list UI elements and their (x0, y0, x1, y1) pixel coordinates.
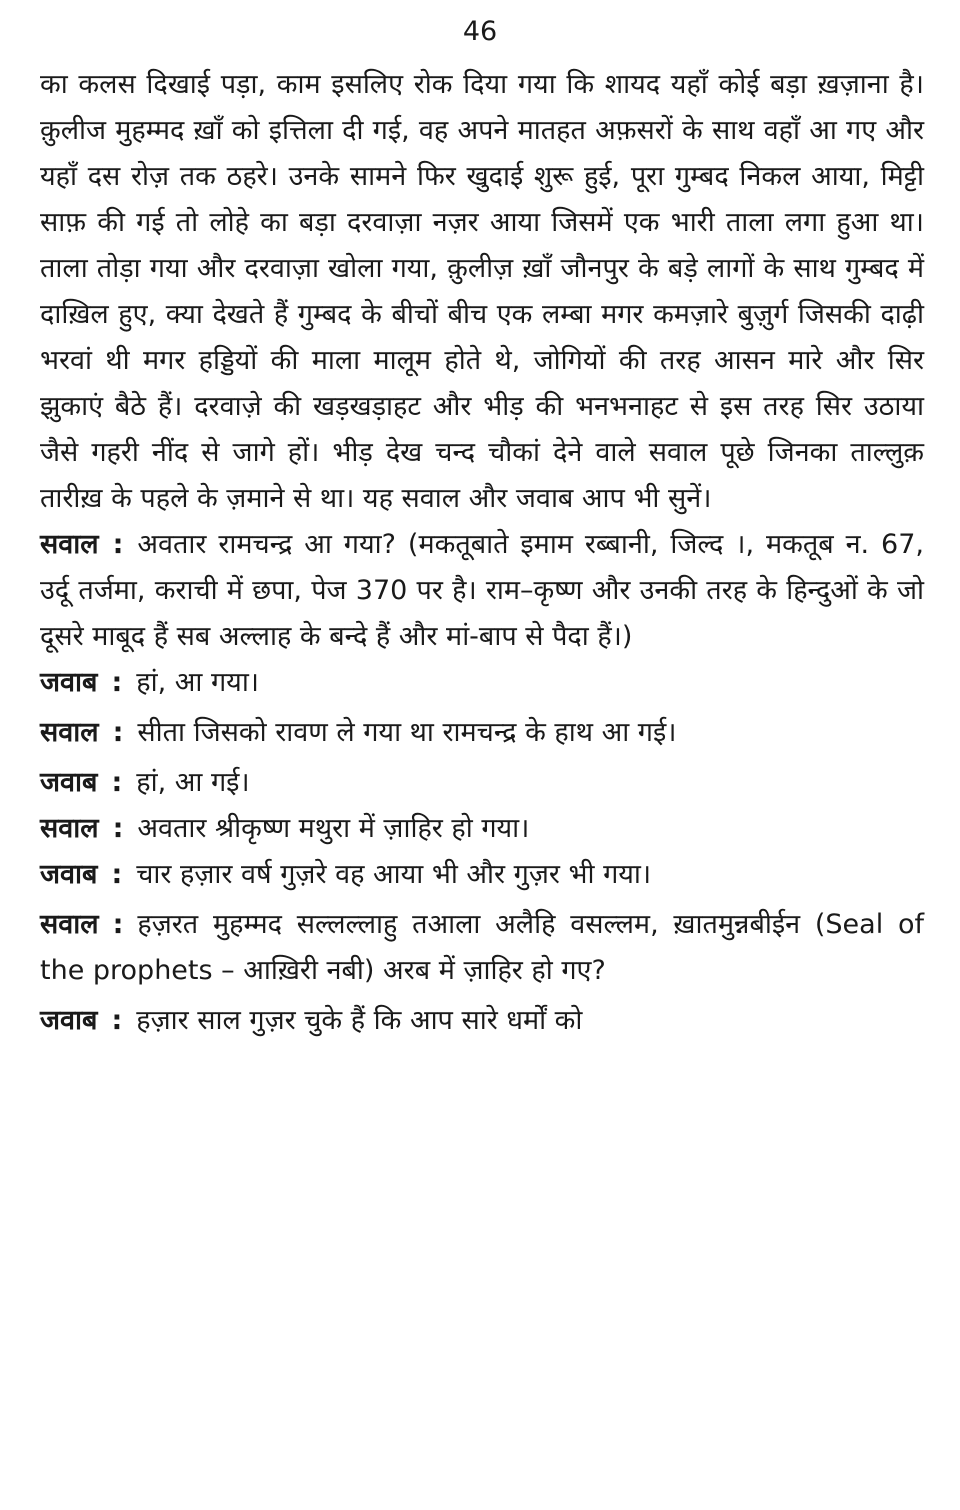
qa-text: अवतार श्रीकृष्ण मथुरा में ज़ाहिर हो गया। (137, 813, 530, 844)
qa-colon: : (112, 909, 124, 940)
qa-question-2 (40, 710, 924, 756)
qa-question-1 (40, 522, 924, 660)
qa-colon: : (112, 717, 124, 748)
qa-text: हज़रत मुहम्मद सल्लल्लाहु तआला अलैहि वसल्लम, ख़ातमुन्नबीईन (Seal of the prophets – आख़िरी नबी) अरब में ज़ाहिर हो गए? (40, 909, 924, 986)
intro-paragraph: का कलस दिखाई पड़ा, काम इसलिए रोक दिया गया कि शायद यहाँ कोई बड़ा ख़ज़ाना है। क़ुलीज मुहम्मद ख़ाँ को इत्तिला दी गई, वह अपने मातहत अफ़सरों के साथ वहाँ आ गए और यहाँ दस रोज़ तक ठहरे। उनके सामने फिर खुदाई शुरू हुई, पूरा गुम्बद निकल आया, मिट्टी साफ़ की गई तो लोहे का बड़ा दरवाज़ा नज़र आया जिसमें एक भारी ताला लगा हुआ था। ताला तोड़ा गया और दरवाज़ा खोला गया, क़ुलीज़ ख़ाँ जौनपुर के बड़े लागों के साथ गुम्बद में दाख़िल हुए, क्या देखते हैं गुम्बद के बीचों बीच एक लम्बा मगर कमज़ारे बुज़ुर्ग जिसकी दाढ़ी भरवां थी मगर हड्डियों की माला मालूम होते थे, जोगियों की तरह आसन मारे और सिर झुकाएं बैठे हैं। दरवाज़े की खड़खड़ाहट और भीड़ की भनभनाहट से इस तरह सिर उठाया जैसे गहरी नींद से जागे हों। भीड़ देख चन्द चौकां देने वाले सवाल पूछे जिनका ताल्लुक़ तारीख़ के पहले के ज़माने से था। यह सवाल और जवाब आप भी सुनें। (40, 69, 924, 514)
qa-label: सवाल (40, 813, 99, 844)
qa-colon: : (112, 813, 124, 844)
qa-label: सवाल (40, 529, 99, 560)
qa-colon: : (111, 1005, 123, 1036)
qa-text: हां, आ गई। (136, 767, 250, 798)
qa-question-4 (40, 902, 924, 994)
qa-colon: : (111, 667, 123, 698)
qa-colon: : (112, 529, 124, 560)
page-number: 46 (462, 16, 498, 47)
qa-colon: : (111, 767, 123, 798)
qa-label: जवाब (40, 859, 98, 890)
qa-text: हां, आ गया। (136, 667, 260, 698)
qa-answer-1 (40, 660, 924, 706)
qa-text: अवतार रामचन्द्र आ गया? (मकतूबाते इमाम रब्बानी, जिल्द ।, मकतूब न. 67, उर्दू तर्जमा, कराची में छपा, पेज 370 पर है। राम–कृष्ण और उनकी तरह के हिन्दुओं के जो दूसरे माबूद हैं सब अल्लाह के बन्दे हैं और मां-बाप से पैदा हैं।) (40, 529, 924, 652)
qa-answer-2 (40, 760, 924, 806)
qa-text: चार हज़ार वर्ष गुज़रे वह आया भी और गुज़र भी गया। (136, 859, 652, 890)
qa-answer-4 (40, 998, 924, 1044)
qa-label: जवाब (40, 1005, 98, 1036)
qa-label: सवाल (40, 717, 99, 748)
qa-label: जवाब (40, 767, 98, 798)
qa-label: जवाब (40, 667, 98, 698)
document-body (40, 62, 924, 1044)
qa-answer-3 (40, 852, 924, 898)
qa-colon: : (111, 859, 123, 890)
qa-text: सीता जिसको रावण ले गया था रामचन्द्र के हाथ आ गई। (137, 717, 677, 748)
qa-label: सवाल (40, 909, 99, 940)
qa-question-3 (40, 806, 924, 852)
qa-text: हज़ार साल गुज़र चुके हैं कि आप सारे धर्मों को (136, 1005, 583, 1036)
